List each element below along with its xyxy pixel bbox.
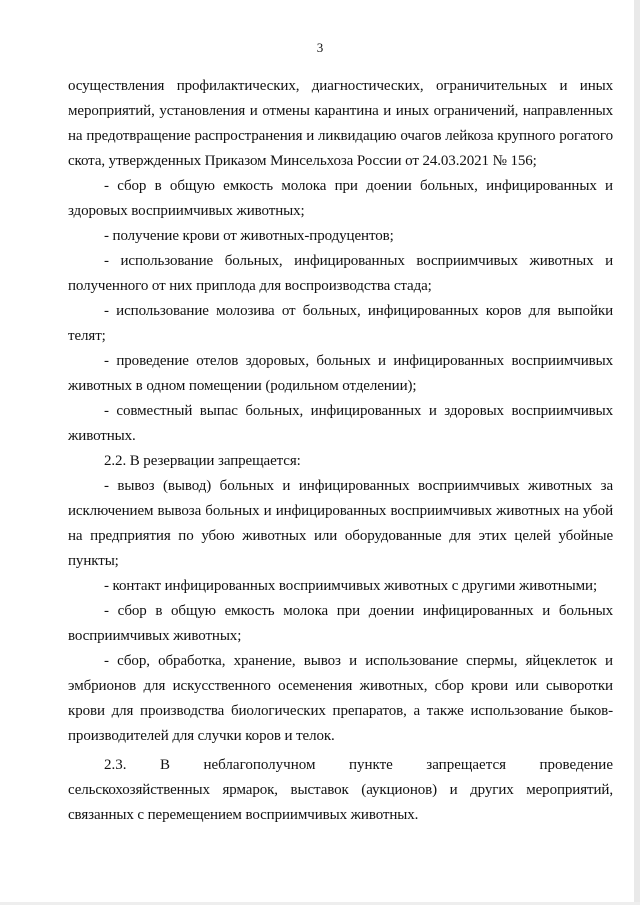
section-2-3-continuation: сельскохозяйственных ярмарок, выставок (аукционов) и других мероприятий, связанных с перемещением восприимчивых животных. [68,782,613,823]
list-item-milk-collection: - сбор в общую емкость молока при доении больных, инфицированных и здоровых восприимчивых животных; [68,178,613,219]
scan-edge [634,0,640,905]
page-number: 3 [316,40,324,55]
section-heading-2-2: 2.2. В резервации запрещается: [104,453,301,469]
paragraph-continuation: осуществления профилактических, диагностических, ограничительных и иных мероприятий, установления и отмены карантина и иных ограничений, направленных на предотвращение распространения и ликвидацию очагов лейкоза крупного рогатого скота, утвержденных Приказом Минсельхоза России от 24.03.2021 № 156; [68,78,613,169]
list-item-contact: - контакт инфицированных восприимчивых животных с другими животными; [104,578,598,594]
list-item-breeding-use: - использование больных, инфицированных восприимчивых животных и полученного от них приплода для воспроизводства стада; [68,253,613,294]
section-2-3-first-line [68,753,613,778]
list-item-blood-collection: - получение крови от животных-продуцентов; [104,228,394,244]
list-item-colostrum-use: - использование молозива от больных, инфицированных коров для выпойки телят; [68,303,613,344]
section-word: неблагополучном [203,757,316,773]
document-body [68,74,613,828]
list-item-semen-embryos: - сбор, обработка, хранение, вывоз и использование спермы, яйцеклеток и эмбрионов для искусственного осеменения животных, сбор крови или сыворотки крови для производства биологических препаратов, а также использование быков-производителей для случки коров и телок. [68,653,613,744]
section-word: В [159,757,170,773]
section-word: проведение [539,757,613,773]
list-item-animal-export: - вывоз (вывод) больных и инфицированных восприимчивых животных за исключением вывоза больных и инфицированных восприимчивых животных на убой на предприятия по убою животных или оборудованные для этих целей убойные пункты; [68,478,613,569]
list-item-grazing: - совместный выпас больных, инфицированных и здоровых восприимчивых животных. [68,403,613,444]
section-word: пункте [348,757,393,773]
list-item-milk-collection-2: - сбор в общую емкость молока при доении инфицированных и больных восприимчивых животных; [68,603,613,644]
list-item-calving: - проведение отелов здоровых, больных и инфицированных восприимчивых животных в одном помещении (родильном отделении); [68,353,613,394]
section-word: запрещается [426,757,507,773]
section-number-2-3: 2.3. [104,757,127,773]
